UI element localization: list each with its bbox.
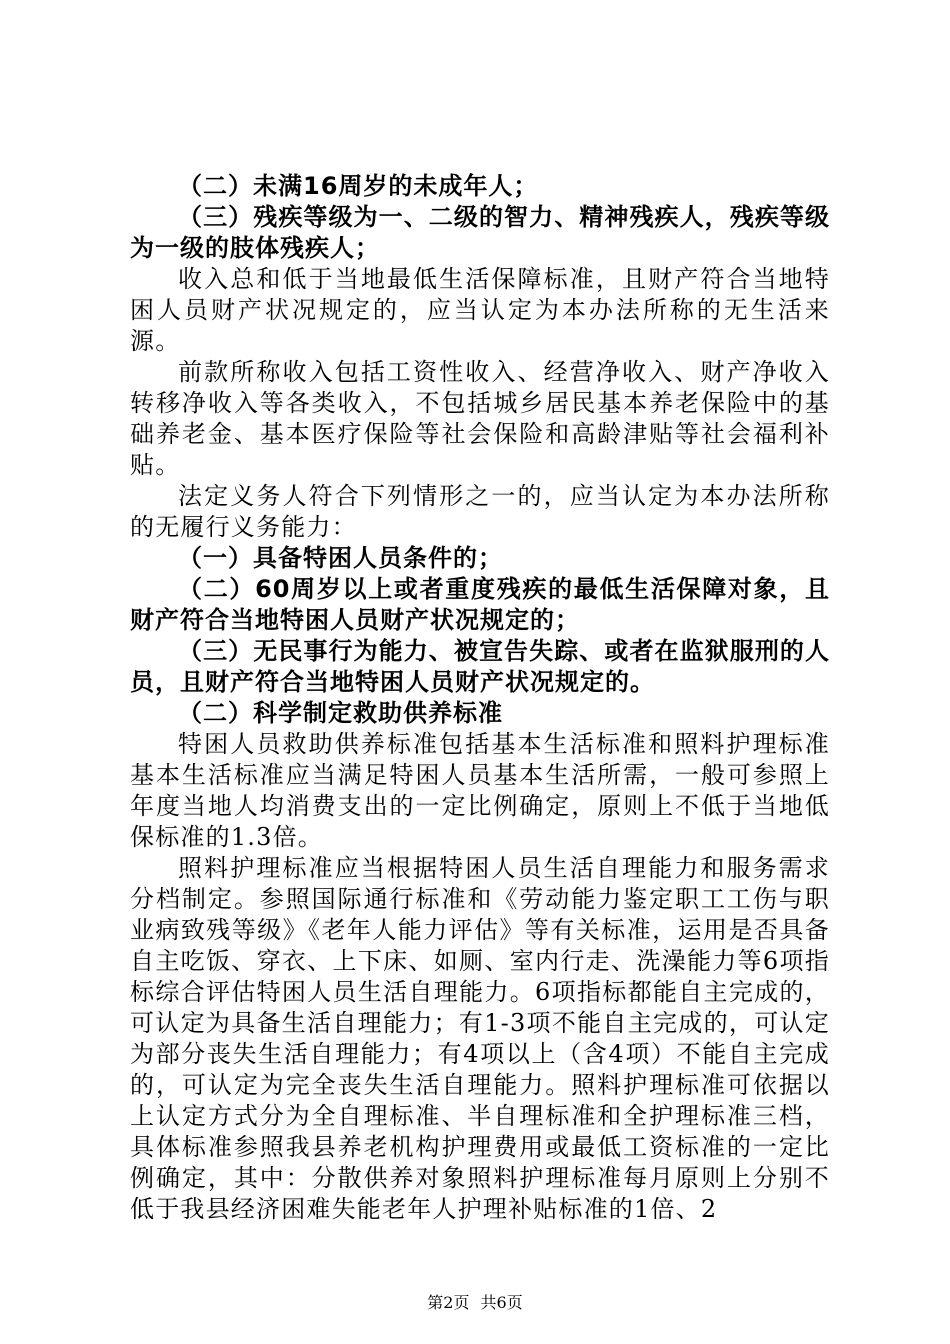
paragraph: 法定义务人符合下列情形之一的，应当认定为本办法所称的无履行义务能力：: [130, 482, 830, 541]
paragraph: （三）残疾等级为一、二级的智力、精神残疾人，残疾等级为一级的肢体残疾人；: [130, 203, 830, 262]
paragraph: （三）无民事行为能力、被宣告失踪、或者在监狱服刑的人员，且财产符合当地特困人员财产状况规定的。: [130, 637, 830, 696]
paragraph: 收入总和低于当地最低生活保障标准，且财产符合当地特困人员财产状况规定的，应当认定为本办法所称的无生活来源。: [130, 265, 830, 355]
paragraph: 前款所称收入包括工资性收入、经营净收入、财产净收入转移净收入等各类收入，不包括城乡居民基本养老保险中的基础养老金、基本医疗保险等社会保险和高龄津贴等社会福利补贴。: [130, 358, 830, 479]
section-heading: （二）科学制定救助供养标准: [178, 699, 503, 727]
paragraph: 照料护理标准应当根据特困人员生活自理能力和服务需求分档制定。参照国际通行标准和《劳动能力鉴定职工工伤与职业病致残等级》《老年人能力评估》等有关标准，运用是否具备自主吃饭、穿衣、上下床、如厕、室内行走、洗澡能力等6项指标综合评估特困人员生活自理能力。6项指标都能自主完成的，可认定为具备生活自理能力；有1-3项不能自主完成的，可认定为部分丧失生活自理能力；有4项以上（含4项）不能自主完成的，可认定为完全丧失生活自理能力。照料护理标准可依据以上认定方式分为全自理标准、半自理标准和全护理标准三档，具体标准参照我县养老机构护理费用或最低工资标准的一定比例确定，其中：分散供养对象照料护理标准每月原则上分别不低于我县经济困难失能老年人护理补贴标准的1倍、2: [130, 854, 830, 1223]
paragraph: 特困人员救助供养标准包括基本生活标准和照料护理标准基本生活标准应当满足特困人员基本生活所需，一般可参照上年度当地人均消费支出的一定比例确定，原则上不低于当地低保标准的1.3倍。: [130, 730, 830, 851]
document-body: [130, 171, 830, 1225]
paragraph: （二）未满16周岁的未成年人；: [178, 172, 539, 200]
page-number: 第2页: [427, 1293, 470, 1312]
page-footer: [0, 1293, 950, 1313]
page-total: 共6页: [480, 1293, 523, 1312]
paragraph: （一）具备特困人员条件的；: [178, 544, 503, 572]
paragraph: （二）60周岁以上或者重度残疾的最低生活保障对象，且财产符合当地特困人员财产状况规定的；: [130, 575, 830, 634]
